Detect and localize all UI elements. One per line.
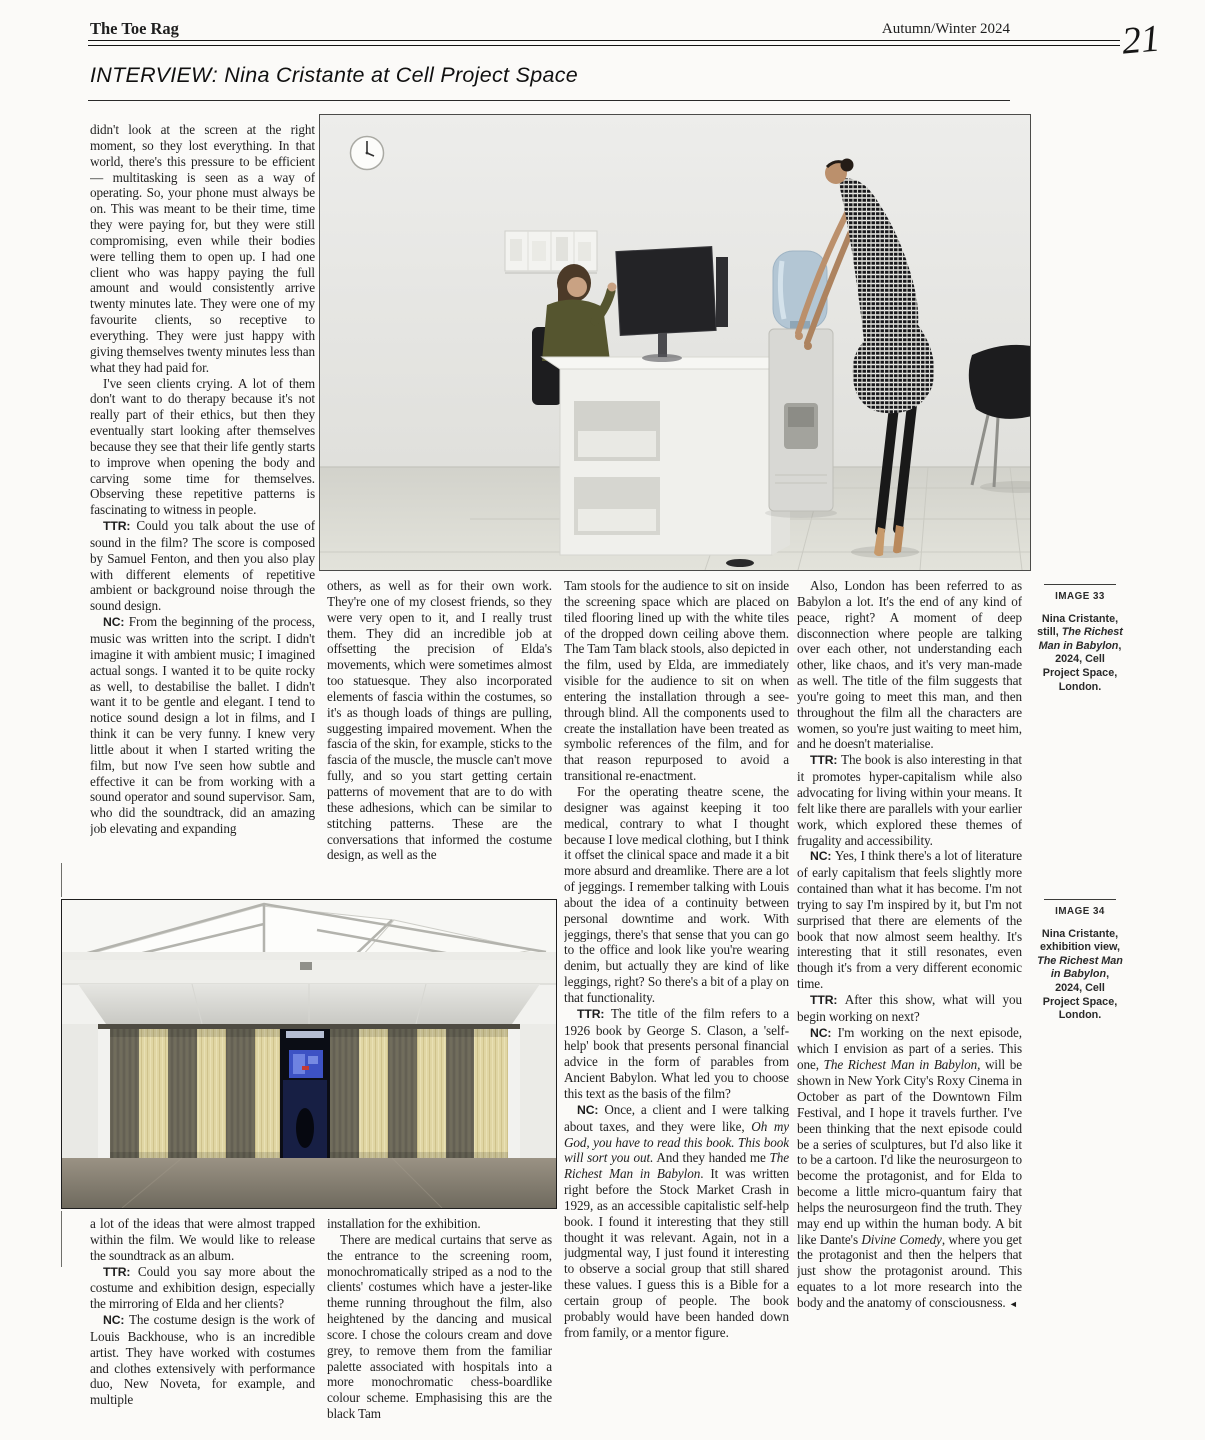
text-run: Could you say more about the costume and exhibition design, especially the mirroring of Elda and her clients? [90,1263,315,1312]
text-run: . It was written right before the Stock Market Crash in 1929, as an accessible capitalistic self-help book. I found it interesting that they still thought it was relevant. Again, not in a judgmental way, I just found it interesting to observe a social group that still shared these values. I guess this is a Bible for a certain group of people. The book probably would have been handed down from family, or a mentor figure. [564,1166,789,1340]
italic-title: The Richest Man in Babylon [1038,626,1123,652]
exhibition-view-illustration [62,900,556,1208]
image-caption-33 [1036,584,1124,694]
text-run: There are medical curtains that serve as the entrance to the screening room, monochromatically striped as a nod to the clients' costumes which have a jester-like theme running throughout the film, also heightened by the dancing and musical score. I chose the colours cream and dove grey, to remove them from the familiar palette associated with hospitals into a more monochromatic chess-boardlike colour scheme. Emphasising this are the black Tam [327,1231,552,1422]
text-run: , where you get the protagonist and then the helpers that just show the protagonist around. This equates to a lot more research into the body and the anatomy of consciousness. [797,1231,1022,1310]
speaker-tag: TTR: [810,753,841,768]
screening-room-doorway [280,1029,330,1158]
speaker-tag: TTR: [577,1006,611,1021]
text-column-2-upper [327,578,552,894]
paragraph [797,752,1022,848]
article-title: INTERVIEW: Nina Cristante at Cell Project Space [90,63,579,87]
caption-rule [1044,584,1116,585]
issue-date: Autumn/Winter 2024 [881,21,1010,37]
right-wall [520,1024,556,1158]
text-column-1-upper [90,122,315,894]
film-still-illustration [320,115,1030,570]
caption-rule [1044,899,1116,900]
skylight-truss [62,900,556,962]
italic-title: The Richest Man in Babylon [564,1150,789,1182]
ceiling-panel [78,984,540,1024]
paragraph [90,122,315,376]
caption-label: IMAGE 33 [1055,591,1105,602]
paragraph [90,614,315,837]
text-column-3 [564,578,789,1439]
text-run: a lot of the ideas that were almost trapped within the film. We would like to release the soundtrack as an album. [90,1216,315,1263]
paragraph [90,518,315,614]
end-mark-icon: ◄ [1008,1298,1018,1309]
text-run: Yes, I think there's a lot of literature of early capitalism that feels slightly more contained than what it has become. I'm not trying to say I'm inspired by it, but I'm not surprised that there are elements of the book that now almost seem healthy. It's interesting that it still resonates, even though it's from a very different economic time. [797,848,1022,992]
italic-title: The Richest Man in Babylon [1037,954,1123,981]
photo-exhibition-view [62,900,556,1208]
paragraph [797,578,1022,752]
italic-title: Oh my God, you have to read this book. This book will sort you out. [564,1118,789,1166]
text-run: The title of the film refers to a 1926 book by George S. Clason, a 'self-help' book that presents personal financial advice in the form of parables from Ancient Babylon. What led you to choose this text as the basis of the film? [564,1005,789,1101]
paragraph [797,992,1022,1025]
curtain-rail [98,1024,520,1029]
paragraph [564,1102,789,1341]
wall-clock [351,137,384,170]
speaker-tag: TTR: [103,1264,138,1279]
paragraph [90,376,315,519]
masthead: The Toe Rag [90,19,179,38]
paragraph [797,1025,1022,1313]
speaker-tag: NC: [103,615,129,630]
text-run: Nina Cristante, still, [1037,612,1119,639]
text-run: didn't look at the screen at the right moment, so they lost everything. In that world, there's this pressure to be efficient — multitasking is seen as a way of operating. So, your phone must always be on. This was meant to be their time, time they were paying for, but they were still compromising, even while their bodies were telling them to open up. I had one client who was happy paying the full amount and would consistently arrive twenty minutes late. They were one of my favourite clients, so receptive to everything. They were just happy with giving themselves twenty minutes less than what they had paid for. [90,122,315,375]
desk [542,357,790,567]
image-caption-34 [1036,899,1124,1023]
text-run: And they handed me [653,1150,770,1166]
paragraph [564,1006,789,1102]
ceiling-beam [62,960,556,984]
paragraph [327,578,552,863]
wall-shelf [505,231,597,273]
text-run: Could you talk about the use of sound in the film? The score is composed by Samuel Fenton, and then you also play with different elements of repetitive ambient or background noise through the sound design. [90,518,315,614]
speaker-tag: NC: [810,1025,838,1040]
text-run: I've seen clients crying. A lot of them don't want to do therapy because it's not really part of their ethics, but then they eventually start looking after themselves because they see that their life gently starts to improve when opening the body and carving some time for themselves. Observing these repetitive patterns is fascinating to witness in people. [90,375,315,518]
paragraph [327,1216,552,1232]
italic-title: The Richest Man in Babylon [823,1057,978,1073]
photo-film-still [320,115,1030,570]
text-run: , 2024, Cell Project Space, London. [1042,968,1118,1022]
curtain-right [330,1029,508,1158]
header-rule [88,40,1120,46]
caption-text [1036,613,1124,695]
speaker-tag: NC: [103,1313,129,1328]
page-number: 21 [1120,17,1162,63]
paragraph [90,1312,315,1408]
paragraph [327,1232,552,1422]
text-run: , 2024, Cell Project Space, London. [1042,639,1122,693]
gallery-floor [62,1158,556,1208]
text-column-1-lower [90,1216,315,1438]
paragraph [90,1264,315,1313]
caption-label: IMAGE 34 [1055,906,1105,917]
text-run: The book is also interesting in that it promotes hyper-capitalism while also advocating for living within your means. It felt like there are parallels with your earlier work, which explored these themes of frugality and accessibility. [797,752,1022,848]
speaker-tag: NC: [577,1102,605,1117]
text-column-4 [797,578,1022,1439]
italic-title: Divine Comedy [861,1231,942,1247]
speaker-tag: TTR: [103,519,137,534]
crop-mark [61,1211,62,1267]
paragraph [797,848,1022,992]
text-run: others, as well as for their own work. They're one of my closest friends, so they were very open to it, and I really trust them. They did an incredible job at offsetting the precision of Elda's movements, which were sometimes almost too statuesque. They also incorporated elements of fascia within the costumes, so it's as though loads of things are pulling, suggesting impaired movement. When the fascia of the skin, for example, sticks to the fascia of the muscle, the muscle can't move fully, and so you start getting certain patterns of movement that are to do with these adhesions, which can be similar to stitching patterns. These are the conversations that informed the costume design, as well as the [327,578,552,863]
paragraph [90,1216,315,1264]
speaker-tag: NC: [810,849,835,864]
left-wall [62,1024,98,1158]
text-run: From the beginning of the process, music was written into the script. I didn't imagine it with ambient music; I imagined actual songs. I wanted it to be quite rocky as well, to destabilise the ballet. I didn't want it to be gentle and elegant. I tend to notice sound design a lot in films, and I think it can be very funny. I knew very little about it when I started writing the film, but now I've seen how subtle and effective it can be from working with a sound operator and sound supervisor. Sam, who did the soundtrack, did an amazing job elevating and expanding [90,614,315,837]
text-run: , will be shown in New York City's Roxy Cinema in October as part of the Downtown Film Festival, and I hope it travels further. I've been thinking that the next episode could be a series of sculptures, but I'd also like it to be a cartoon. I'd like the neurosurgeon to become the protagonist, and for Elda to become a little micro-quantum fairy that helps the neurosurgeon find the truth. They may end up within the human body. A bit like Dante's [797,1057,1022,1247]
crop-mark [61,863,62,897]
text-run: The costume design is the work of Louis Backhouse, who is an incredible artist. They have worked with costumes and clothes extensively with performance duo, New Noveta, for example, and multiple [90,1312,315,1408]
text-run: installation for the exhibition. [327,1216,481,1231]
curtain-left [110,1029,280,1158]
speaker-tag: TTR: [810,992,845,1007]
text-column-2-lower [327,1216,552,1438]
text-run: After this show, what will you begin working on next? [797,991,1022,1024]
text-run: Once, a client and I were talking about taxes, and they were like, [564,1101,789,1134]
caption-text [1036,928,1124,1023]
text-run: Also, London has been referred to as Babylon a lot. It's the end of any kind of peace, right? A moment of deep disconnection where people are talking over each other, not understanding each other, like chaos, and it's very man-made as well. The title of the film suggests that you're going to meet this man, and then throughout the film all the characters are women, so you're just waiting to meet him, and he doesn't materialise. [797,578,1022,752]
title-rule [88,100,1010,101]
paragraph [564,784,789,1006]
text-run: Nina Cristante, exhibition view, [1040,927,1120,954]
text-run: For the operating theatre scene, the designer was against keeping it too medical, contrary to what I thought because I love medical clothing, but I think it offset the clinical space and made it a bit more absurd and dreamlike. There are a lot of jeggings. I remember talking with Louis about the idea of a continuity between personal downtime and work. With jeggings, there's that sense that you can go to the office and look like you're wearing denim, but actually they are kind of like leggings, right? So there's a bit of a play on that functionality. [564,783,789,1005]
text-run: Tam stools for the audience to sit on inside the screening space which are placed on tiled flooring lined up with the white tiles of the dropped down ceiling above them. The Tam Tam black stools, also depicted in the film, used by Elda, are immediately visible for the audience to sit on when entering the installation through a see-through blind. All the components used to create the installation have been treated as symbolic references of the film, and for that reason repurposed to avoid a transitional re-enactment. [564,578,789,784]
paragraph [564,578,789,784]
text-run: I'm working on the next episode, which I envision as part of a series. This one, [797,1024,1022,1073]
